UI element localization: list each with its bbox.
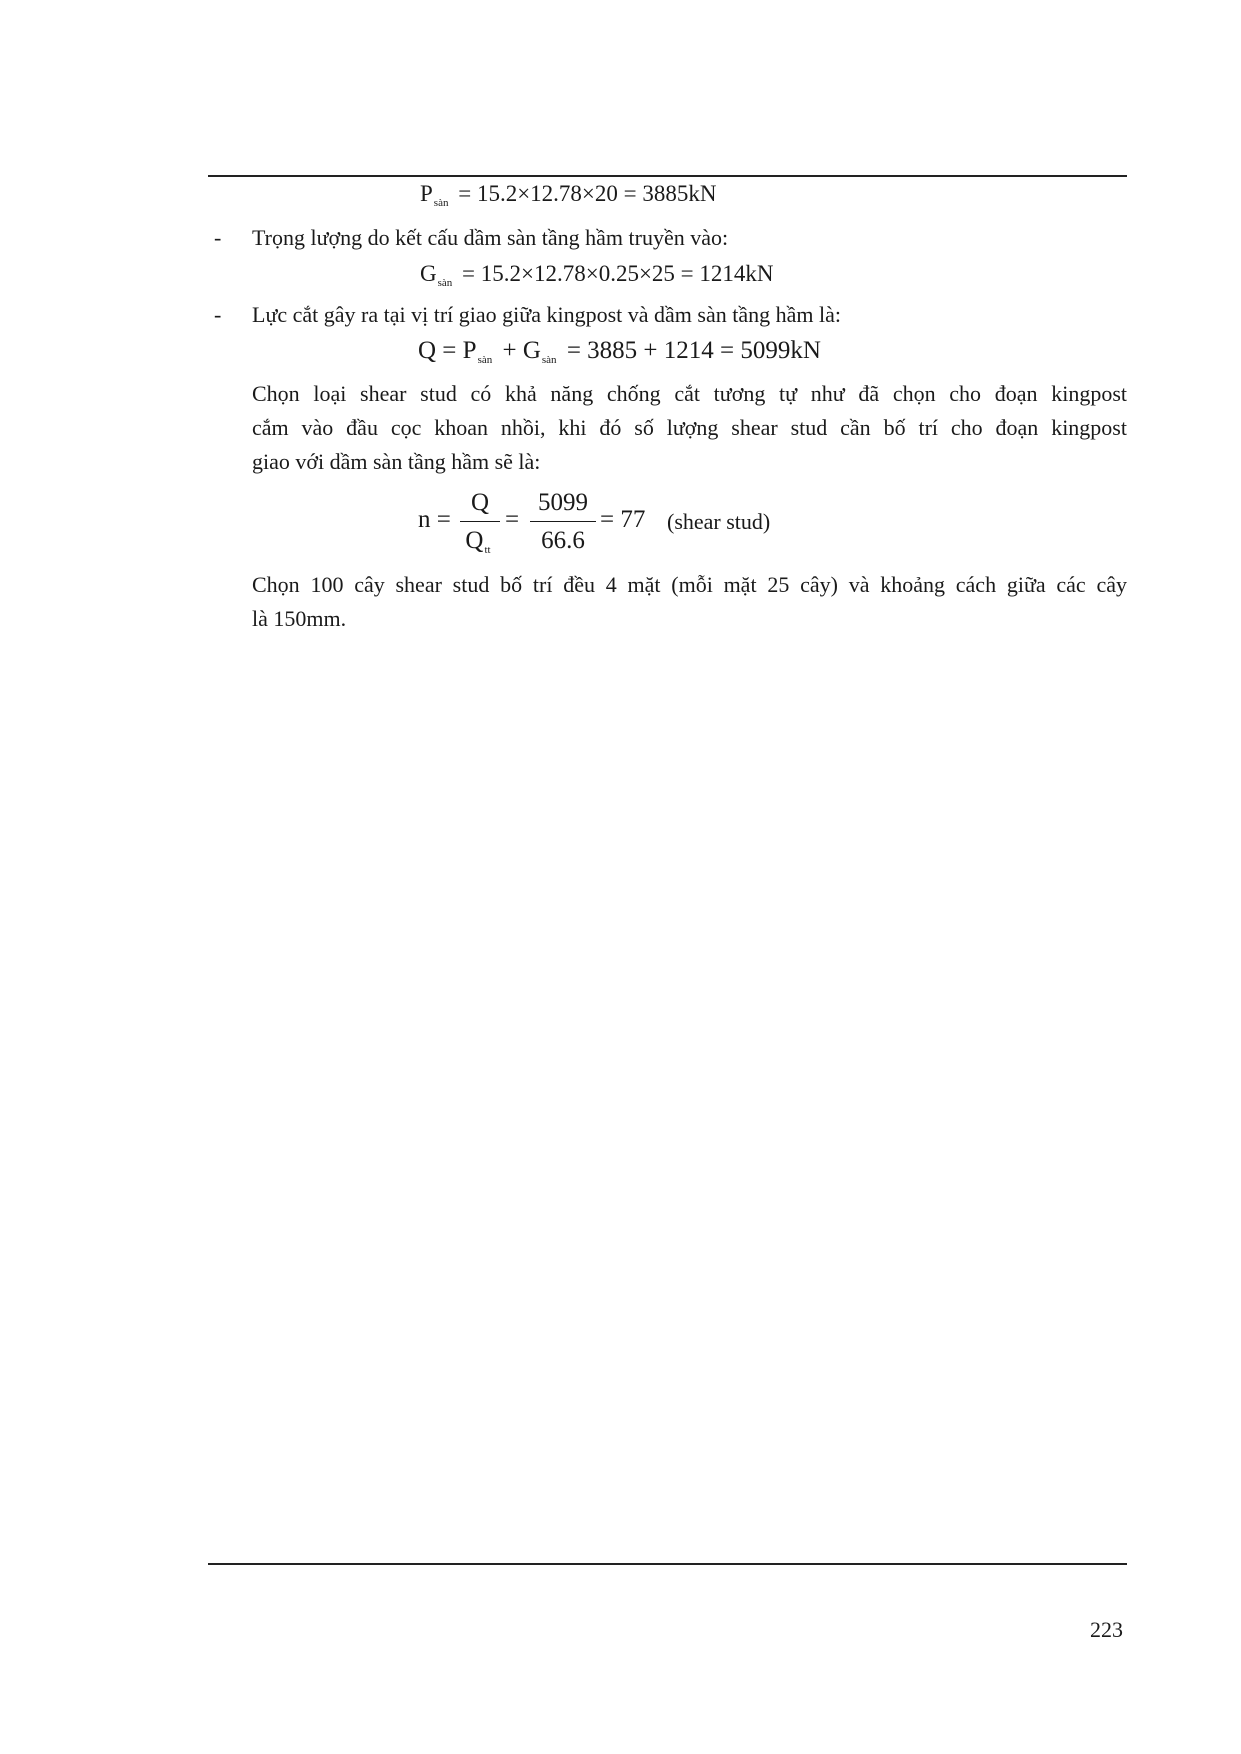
- fraction-numerator: Q: [470, 489, 490, 516]
- page-number: 223: [1090, 1617, 1123, 1642]
- eq-lhs: G: [420, 261, 437, 286]
- fraction-numerator: 5099: [538, 489, 588, 516]
- bullet-dash: -: [214, 225, 222, 250]
- fraction-bar: [460, 521, 500, 522]
- eq-subscript: sàn: [433, 197, 449, 209]
- equation-g-san: [420, 260, 774, 297]
- eq-result: = 77: [600, 506, 646, 533]
- fraction-denominator: 66.6: [541, 527, 585, 554]
- denominator-subscript: tt: [484, 544, 491, 556]
- eq-subscript: sàn: [437, 277, 453, 289]
- paragraph-line: cắm vào đầu cọc khoan nhồi, khi đó số lượng shear stud cần bố trí cho đoạn kingpost: [252, 415, 1127, 440]
- eq-part: = 3885 + 1214 = 5099kN: [566, 337, 821, 364]
- bullet-text: Lực cắt gây ra tại vị trí giao giữa kingpost và dầm sàn tầng hầm là:: [252, 302, 841, 327]
- eq-part: + G: [502, 337, 541, 364]
- paragraph-line: Chọn loại shear stud có khả năng chống cắt tương tự như đã chọn cho đoạn kingpost: [252, 381, 1127, 406]
- paragraph-line: Chọn 100 cây shear stud bố trí đều 4 mặt (mỗi mặt 25 cây) và khoảng cách giữa các cây: [252, 572, 1127, 597]
- equation-p-san: [420, 180, 716, 217]
- eq-part: Q = P: [418, 337, 477, 364]
- eq-lhs: P: [420, 181, 433, 206]
- denominator-base: Q: [465, 527, 484, 554]
- eq-unit: (shear stud): [667, 509, 771, 534]
- fraction-values: [530, 488, 596, 558]
- eq-subscript: sàn: [541, 354, 557, 366]
- eq-rhs: = 15.2×12.78×0.25×25 = 1214kN: [462, 261, 774, 286]
- eq-sign: =: [505, 506, 520, 533]
- fraction-q-over-qtt: [460, 488, 500, 558]
- bullet-dash: -: [214, 302, 222, 327]
- eq-subscript: sàn: [477, 354, 493, 366]
- eq-rhs: = 15.2×12.78×20 = 3885kN: [458, 181, 717, 206]
- fraction-denominator: [460, 526, 500, 565]
- paragraph-line: là 150mm.: [252, 606, 347, 631]
- bullet-text: Trọng lượng do kết cấu dầm sàn tầng hầm truyền vào:: [252, 225, 729, 250]
- paragraph-line: giao với dầm sàn tầng hầm sẽ là:: [252, 449, 541, 474]
- fraction-bar: [530, 521, 596, 522]
- equation-q: [418, 337, 821, 374]
- header-rule: [208, 175, 1127, 177]
- eq-lhs: n =: [418, 506, 451, 533]
- footer-rule: [208, 1563, 1127, 1565]
